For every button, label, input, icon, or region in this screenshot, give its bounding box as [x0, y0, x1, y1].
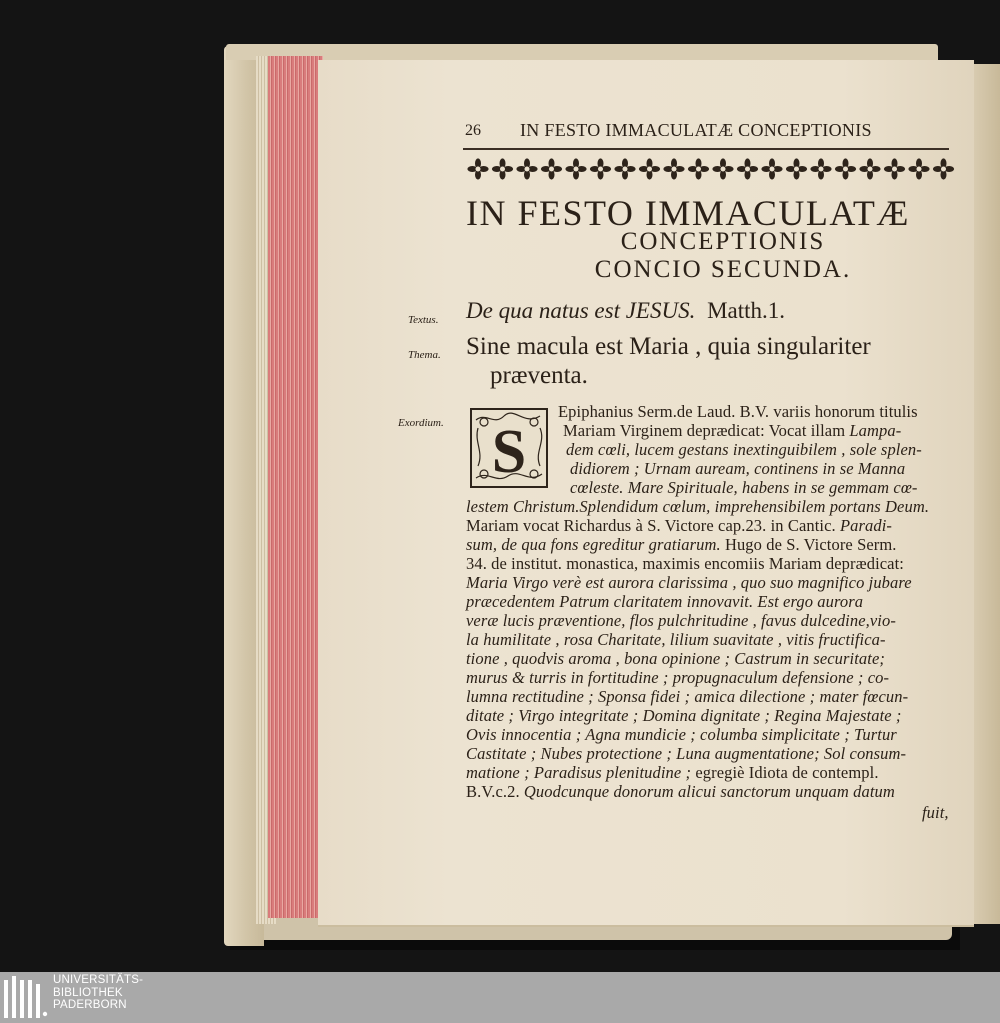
margin-note-thema: Thema. [408, 349, 441, 361]
body-line: lestem Christum.Splendidum cœlum, imprehensibilem portans Deum. [466, 497, 930, 516]
textus-text: De qua natus est JESUS. [466, 298, 696, 323]
fleuron-icon [859, 158, 880, 179]
body-span: Paradi- [839, 516, 893, 535]
body-span: matione ; Paradisus plenitudine ; [466, 763, 692, 782]
fleuron-ornament-band [466, 155, 956, 183]
initial-letter: S [491, 418, 527, 486]
fleuron-icon [761, 158, 782, 179]
body-line: cœleste. Mare Spirituale, habens in se gemmam cœ- [570, 478, 918, 497]
body-line: Maria Virgo verè est aurora clarissima , quo suo magnifico jubare [466, 573, 912, 592]
body-line: la humilitate , rosa Charitate, lilium suavitate , vitis fructifica- [466, 630, 886, 649]
running-title: IN FESTO IMMACULATÆ CONCEPTIONIS [520, 120, 872, 140]
body-line: Castitate ; Nubes protectione ; Luna augmentatione; Sol consum- [466, 744, 907, 763]
body-span: Hugo de S. Victore Serm. [720, 535, 897, 554]
fleuron-icon [835, 158, 856, 179]
textus-line [466, 298, 785, 324]
vellum-cover-top [226, 44, 938, 60]
body-line [466, 782, 895, 802]
header-rule [463, 148, 949, 150]
fleuron-icon [565, 158, 586, 179]
page-number: 26 [465, 122, 481, 139]
library-name-line: PADERBORN [53, 999, 127, 1011]
fleuron-icon [786, 158, 807, 179]
fleuron-icon [467, 158, 488, 179]
fleuron-icon [492, 158, 513, 179]
fleuron-icon [712, 158, 733, 179]
library-name-line: BIBLIOTHEK [53, 986, 123, 999]
fleuron-icon [590, 158, 611, 179]
body-line [466, 535, 897, 555]
margin-note-textus: Textus. [408, 314, 439, 326]
red-page-edge [268, 56, 323, 918]
chapter-title-line-3: CONCIO SECUNDA. [594, 256, 852, 283]
thema-line-1: Sine macula est Maria , quia singulariter [466, 333, 871, 360]
body-line: Ovis innocentia ; Agna mundicie ; columba simplicitate ; Turtur [466, 725, 897, 744]
body-line [466, 516, 892, 536]
fleuron-icon [688, 158, 709, 179]
body-line [563, 421, 901, 441]
body-span: Lampa- [849, 421, 902, 440]
body-line: didiorem ; Urnam auream, continens in se Manna [570, 459, 906, 478]
fleuron-icon [933, 158, 954, 179]
body-line: præcedentem Patrum claritatem innovavit. Est ergo aurora [466, 592, 864, 611]
fleuron-icon [884, 158, 905, 179]
chapter-title-line-2: CONCEPTIONIS [620, 228, 826, 255]
library-logo-icon [2, 974, 48, 1020]
library-name [53, 974, 143, 1012]
fleuron-icon [516, 158, 537, 179]
decorated-initial [470, 408, 548, 488]
body-span: Mariam Virginem deprædicat: Vocat illam [563, 421, 850, 440]
fleuron-icon [541, 158, 562, 179]
library-name-line: UNIVERSITÄTS- [53, 974, 144, 986]
fleuron-icon [737, 158, 758, 179]
body-line: 34. de institut. monastica, maximis encomiis Mariam deprædicat: [466, 554, 904, 573]
fleuron-icon [639, 158, 660, 179]
body-span: Quodcunque donorum alicui sanctorum unquam datum [523, 782, 895, 801]
catchword: fuit, [922, 803, 949, 822]
textus-reference: Matth.1. [707, 298, 786, 323]
body-span: egregiè Idiota de contempl. [691, 763, 879, 782]
fleuron-icon [663, 158, 684, 179]
body-span: B.V.c.2. [466, 782, 524, 801]
thema-line-2: præventa. [490, 362, 588, 389]
library-footer-bar [0, 972, 1000, 1023]
body-span: Mariam vocat Richardus à S. Victore cap.23. in Cantic. [466, 516, 840, 535]
margin-note-exordium: Exordium. [398, 417, 444, 429]
fleuron-icon [614, 158, 635, 179]
body-line: tione , quodvis aroma , bona opinione ; Castrum in securitate; [466, 649, 885, 668]
fleuron-icon [810, 158, 831, 179]
body-line: murus & turris in fortitudine ; propugnaculum defensione ; co- [466, 668, 890, 687]
chapter-title-line-1: IN FESTO IMMACULATÆ [466, 193, 910, 233]
body-line: dem cœli, lucem gestans inextinguibilem , sole splen- [566, 440, 922, 459]
body-line: ditate ; Virgo integritate ; Domina dignitate ; Regina Majestate ; [466, 706, 902, 725]
body-line [466, 763, 879, 783]
body-span: sum, de qua fons egreditur gratiarum. [466, 535, 721, 554]
running-header [465, 120, 949, 148]
facing-page-edge [974, 64, 1000, 924]
fleuron-icon [908, 158, 929, 179]
body-line: veræ lucis præventione, flos pulchritudine , favus dulcedine,vio- [466, 611, 896, 630]
body-line: lumna rectitudine ; Sponsa fidei ; amica dilectione ; mater fœcun- [466, 687, 909, 706]
body-line: Epiphanius Serm.de Laud. B.V. variis honorum titulis [558, 402, 918, 421]
